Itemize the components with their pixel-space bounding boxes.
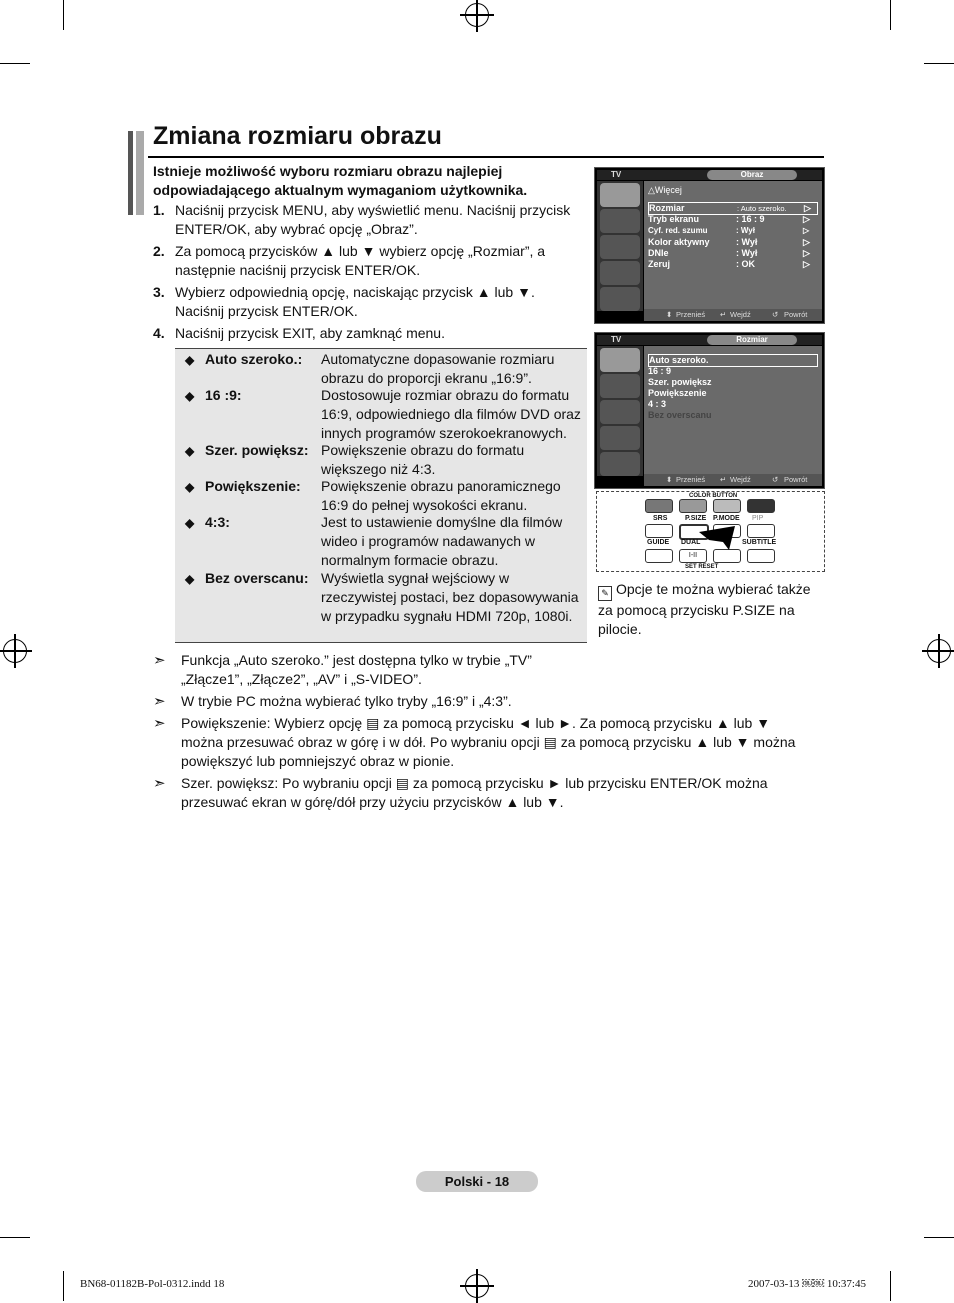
screen-row: [648, 248, 816, 259]
option-name: ◆ Bez overscanu:: [185, 569, 321, 626]
size-option: 4 : 3: [648, 399, 667, 409]
intro-text: Istnieje możliwość wyboru rozmiaru obrazu najlepiej odpowiadającego aktualnym wymaganiom użytkownika.: [153, 163, 528, 198]
row-value: : Wył: [736, 237, 758, 247]
foot-move: Przenieś: [676, 475, 706, 484]
size-option: Szer. powiększ: [648, 377, 712, 387]
title-rule: [148, 156, 824, 158]
foot-back: Powrót: [784, 310, 808, 319]
dual-label: DUAL: [681, 539, 701, 546]
crop-mark: [63, 1271, 64, 1301]
note-text: Szer. powiększ: Po wybraniu opcji ▤ za pomocą przycisku ► lub przycisku ENTER/OK można przesuwać ekran w górę/dół przy użyciu przycisków ▲ lub ▼.: [181, 775, 768, 810]
size-option: 16 : 9: [648, 366, 672, 376]
screen-row: [648, 237, 816, 248]
option-item: [185, 350, 585, 388]
option-desc: Wyświetla sygnał wejściowy w rzeczywistej postaci, bez dopasowywania w przypadku sygnału HDMI 720p, 1080i.: [321, 570, 579, 624]
crop-mark: [924, 63, 954, 64]
screen-row: [648, 259, 816, 270]
step-item: [153, 324, 583, 343]
green-button: [679, 499, 707, 513]
foot-move: Przenieś: [676, 310, 706, 319]
option-desc: Powiększenie obrazu panoramicznego 16:9 do pełnej wysokości ekranu.: [321, 478, 561, 513]
option-item: [185, 477, 585, 515]
arrow-right-icon: ▷: [803, 214, 810, 224]
screen-panel: [644, 181, 822, 311]
option-name: ◆ Auto szeroko.:: [185, 350, 321, 388]
options-table: [175, 348, 587, 643]
crop-mark: [0, 63, 30, 64]
screen-panel: [644, 346, 822, 476]
arrow-right-icon: ▷: [803, 237, 810, 247]
arrow-right-icon: ▷: [803, 259, 810, 269]
yellow-button: [713, 499, 741, 513]
step-item: [153, 283, 583, 321]
arrow-right-icon: ▷: [803, 226, 810, 235]
subtitle-button: [747, 549, 775, 563]
foot-back: Powrót: [784, 475, 808, 484]
row-label: Zeruj: [648, 259, 671, 269]
steps-list: [153, 201, 583, 346]
tv-menu-screen-rozmiar: [594, 332, 825, 489]
row-label: Rozmiar: [649, 203, 685, 213]
option-item: [185, 441, 585, 479]
step-text: Naciśnij przycisk EXIT, aby zamknąć menu.: [175, 325, 445, 341]
registration-mark-icon: [927, 639, 951, 663]
step-text: Wybierz odpowiednią opcję, naciskając przycisk ▲ lub ▼. Naciśnij przycisk ENTER/OK.: [175, 284, 535, 319]
section-marker: [128, 131, 144, 215]
page-number-badge: Polski - 18: [416, 1171, 538, 1192]
note-text: Funkcja „Auto szeroko.” jest dostępna tylko w trybie „TV” „Złącze1”, „Złącze2”, „AV” i „S-VIDEO”.: [181, 652, 532, 687]
enter-icon: ↵: [720, 310, 727, 319]
screen-sidebar: [597, 181, 643, 311]
crop-mark: [63, 0, 64, 30]
option-desc: Automatyczne dopasowanie rozmiaru obrazu do proporcji ekranu „16:9”.: [321, 351, 555, 386]
size-option-disabled: Bez overscanu: [648, 410, 712, 420]
blue-button: [747, 499, 775, 513]
return-icon: ↺: [772, 310, 779, 319]
tip-text: Opcje te można wybierać także za pomocą przycisku P.SIZE na pilocie.: [598, 581, 811, 637]
option-item: [185, 513, 585, 570]
color-button-label: COLOR BUTTON: [689, 493, 738, 499]
size-option: Powiększenie: [648, 388, 707, 398]
note-item: [153, 774, 833, 812]
footer-timestamp: 2007-03-13 ￼￼ 10:37:45: [748, 1278, 866, 1290]
screen-tab-title: Obraz: [707, 170, 797, 180]
registration-mark-icon: [3, 639, 27, 663]
crop-mark: [890, 1271, 891, 1301]
row-label: Tryb ekranu: [648, 214, 700, 224]
srs-label: SRS: [653, 515, 668, 522]
foot-enter: Wejdź: [730, 310, 751, 319]
row-label: Kolor aktywny: [648, 237, 710, 247]
step-number: 2.: [153, 243, 165, 259]
row-value: : 16 : 9: [736, 214, 765, 224]
option-item: [185, 386, 585, 443]
row-label: Cyf. red. szumu: [648, 226, 708, 235]
page-title: Zmiana rozmiaru obrazu: [153, 122, 442, 150]
row-value: : Wył: [736, 226, 755, 235]
step-text: Za pomocą przycisków ▲ lub ▼ wybierz opcję „Rozmiar”, a następnie naciśnij przycisk ENTER/OK.: [175, 243, 546, 278]
option-desc: Powiększenie obrazu do formatu większego niż 4:3.: [321, 442, 525, 477]
guide-label: GUIDE: [647, 539, 670, 546]
move-icon: ⬍: [666, 475, 673, 484]
note-item: [153, 714, 833, 771]
pip-label: PIP: [752, 515, 764, 522]
red-button: [645, 499, 673, 513]
screen-tab-title: Rozmiar: [707, 335, 797, 345]
remote-control-illustration: [596, 491, 825, 572]
option-name: ◆ Szer. powiększ:: [185, 441, 321, 479]
foot-enter: Wejdź: [730, 475, 751, 484]
pmode-label: P.MODE: [713, 515, 740, 522]
option-name: ◆ Powiększenie:: [185, 477, 321, 515]
screen-header: [597, 170, 822, 180]
step-text: Naciśnij przycisk MENU, aby wyświetlić menu. Naciśnij przycisk ENTER/OK, aby wybrać opcję „Obraz”.: [175, 202, 571, 237]
psize-label: P.SIZE: [685, 515, 707, 522]
step-number: 1.: [153, 202, 165, 218]
pip-button: [747, 524, 775, 538]
step-item: [153, 242, 583, 280]
screen-sidebar: [597, 346, 643, 476]
set-reset-label: SET RESET: [685, 564, 719, 570]
notes-list: [153, 651, 833, 815]
step-number: 3.: [153, 284, 165, 300]
crop-mark: [0, 1237, 30, 1238]
note-arrow-icon: ➣: [153, 693, 166, 710]
note-arrow-icon: ➣: [153, 652, 166, 669]
step-item: [153, 201, 583, 239]
step-number: 4.: [153, 325, 165, 341]
row-value: : OK: [736, 259, 755, 269]
dual-button: I-II: [679, 549, 707, 563]
note-icon: ✎: [598, 586, 612, 601]
size-option-selected: Auto szeroko.: [648, 354, 818, 367]
srs-button: [645, 524, 673, 538]
footer-file: BN68-01182B-Pol-0312.indd 18: [80, 1278, 225, 1290]
arrow-right-icon: ▷: [804, 203, 811, 213]
arrow-right-icon: ▷: [803, 248, 810, 258]
move-icon: ⬍: [666, 310, 673, 319]
row-label: DNIe: [648, 248, 669, 258]
note-arrow-icon: ➣: [153, 775, 166, 792]
subtitle-label: SUBTITLE: [742, 539, 777, 546]
crop-mark: [924, 1237, 954, 1238]
guide-button: [645, 549, 673, 563]
tip-note: [598, 580, 826, 639]
option-desc: Dostosowuje rozmiar obrazu do formatu 16:9, odpowiedniego dla filmów DVD oraz innych programów szerokoekranowych.: [321, 387, 581, 441]
screen-footer: [644, 474, 822, 486]
screen-tv-label: TV: [611, 335, 622, 344]
screen-row: [648, 214, 816, 225]
enter-icon: ↵: [720, 475, 727, 484]
crop-mark: [890, 0, 891, 30]
screen-header: [597, 335, 822, 345]
screen-more: △Więcej: [648, 185, 682, 195]
screen-row: [648, 225, 816, 236]
registration-mark-icon: [465, 3, 489, 27]
note-text: W trybie PC można wybierać tylko tryby „16:9” i „4:3”.: [181, 693, 512, 709]
note-item: [153, 692, 833, 711]
screen-footer: [644, 309, 822, 321]
registration-mark-icon: [465, 1274, 489, 1298]
row-value: : Auto szeroko.: [737, 204, 787, 213]
row-value: : Wył: [736, 248, 758, 258]
note-text: Powiększenie: Wybierz opcję ▤ za pomocą przycisku ◄ lub ►. Za pomocą przycisku ▲ lub ▼ można przesuwać obraz w górę i w dół. Po wybraniu opcji ▤ za pomocą przycisku ▲ lub ▼ można powiększyć lub pomniejszyć obraz w pionie.: [181, 715, 796, 769]
tv-menu-screen-obraz: [594, 167, 825, 324]
return-icon: ↺: [772, 475, 779, 484]
pointer-arrow-icon: [695, 520, 741, 554]
note-arrow-icon: ➣: [153, 715, 166, 732]
note-item: [153, 651, 833, 689]
option-name: ◆ 4:3:: [185, 513, 321, 570]
option-desc: Jest to ustawienie domyślne dla filmów wideo i programów nadawanych w normalnym formacie obrazu.: [321, 514, 563, 568]
option-item: [185, 569, 585, 626]
option-name: ◆ 16 :9:: [185, 386, 321, 443]
screen-tv-label: TV: [611, 170, 622, 179]
